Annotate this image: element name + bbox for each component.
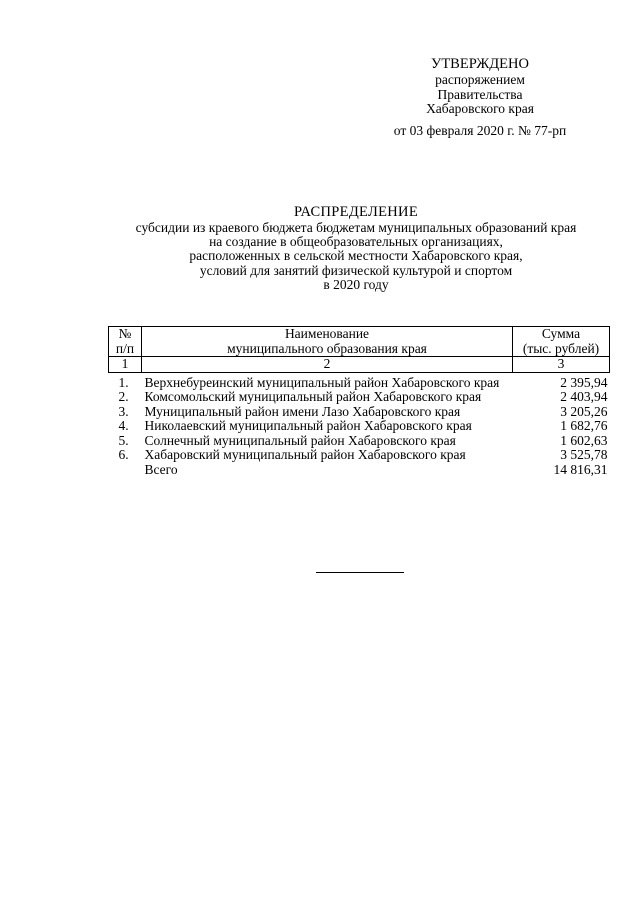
column-number: 3	[513, 357, 610, 373]
total-num-cell	[109, 463, 142, 478]
row-sum: 3 525,78	[560, 447, 608, 462]
subtitle-line: расположенных в сельской местности Хабаровского края,	[189, 248, 523, 264]
document-heading	[100, 203, 612, 292]
document-title: РАСПРЕДЕЛЕНИЕ	[294, 204, 418, 220]
column-number: 2	[142, 357, 513, 373]
table-row	[109, 419, 610, 434]
subtitle-line: субсидии из краевого бюджета бюджетам муниципальных образований края	[135, 220, 577, 235]
header-num-line: №	[118, 326, 132, 341]
header-num-line: п/п	[115, 340, 135, 356]
row-name: Верхнебуреинский муниципальный район Хабаровского края	[144, 374, 500, 390]
approval-block	[360, 56, 600, 139]
distribution-table	[108, 326, 610, 477]
row-name: Комсомольский муниципальный район Хабаровского края	[144, 389, 482, 404]
approval-title: УТВЕРЖДЕНО	[431, 56, 529, 72]
column-number: 1	[109, 357, 142, 373]
table-row	[109, 390, 610, 405]
row-name: Хабаровский муниципальный район Хабаровского края	[144, 447, 466, 462]
approval-date: от 03 февраля 2020 г. № 77-рп	[393, 122, 567, 138]
row-sum: 3 205,26	[560, 403, 608, 419]
subtitle-line: условий для занятий физической культурой и спортом	[199, 262, 513, 278]
total-label: Всего	[144, 461, 178, 477]
header-name-line: Наименование	[284, 326, 370, 341]
row-sum: 1 602,63	[560, 432, 608, 448]
row-number: 6.	[118, 447, 129, 462]
column-number-row	[109, 357, 610, 373]
header-name	[142, 327, 513, 357]
row-number: 4.	[118, 418, 129, 433]
subtitle-line: в 2020 году	[323, 276, 389, 292]
header-sum-line: (тыс. рублей)	[522, 340, 600, 356]
row-number: 2.	[118, 389, 129, 404]
row-sum: 2 403,94	[560, 389, 608, 404]
approval-line: распоряжением	[435, 72, 525, 87]
row-number: 5.	[118, 432, 129, 448]
subtitle-line: на создание в общеобразовательных организациях,	[209, 234, 503, 250]
header-num	[109, 327, 142, 357]
row-sum: 1 682,76	[560, 418, 608, 433]
header-sum-line: Сумма	[541, 326, 581, 341]
total-row	[109, 463, 610, 478]
approval-line: Хабаровского края	[426, 101, 534, 116]
table-row	[109, 376, 610, 391]
row-name: Солнечный муниципальный район Хабаровского края	[144, 432, 456, 448]
table-row	[109, 405, 610, 420]
approval-line: Правительства	[437, 86, 523, 102]
row-name: Николаевский муниципальный район Хабаровского края	[144, 418, 472, 433]
total-sum: 14 816,31	[553, 461, 608, 477]
table-row	[109, 448, 610, 463]
header-name-line: муниципального образования края	[227, 340, 427, 356]
table-row	[109, 434, 610, 449]
header-sum	[513, 327, 610, 357]
signature-line	[316, 572, 404, 573]
table-header-row	[109, 327, 610, 357]
row-sum: 2 395,94	[560, 374, 608, 390]
row-name: Муниципальный район имени Лазо Хабаровского края	[144, 403, 461, 419]
row-number: 3.	[118, 403, 129, 419]
row-number: 1.	[118, 374, 129, 390]
